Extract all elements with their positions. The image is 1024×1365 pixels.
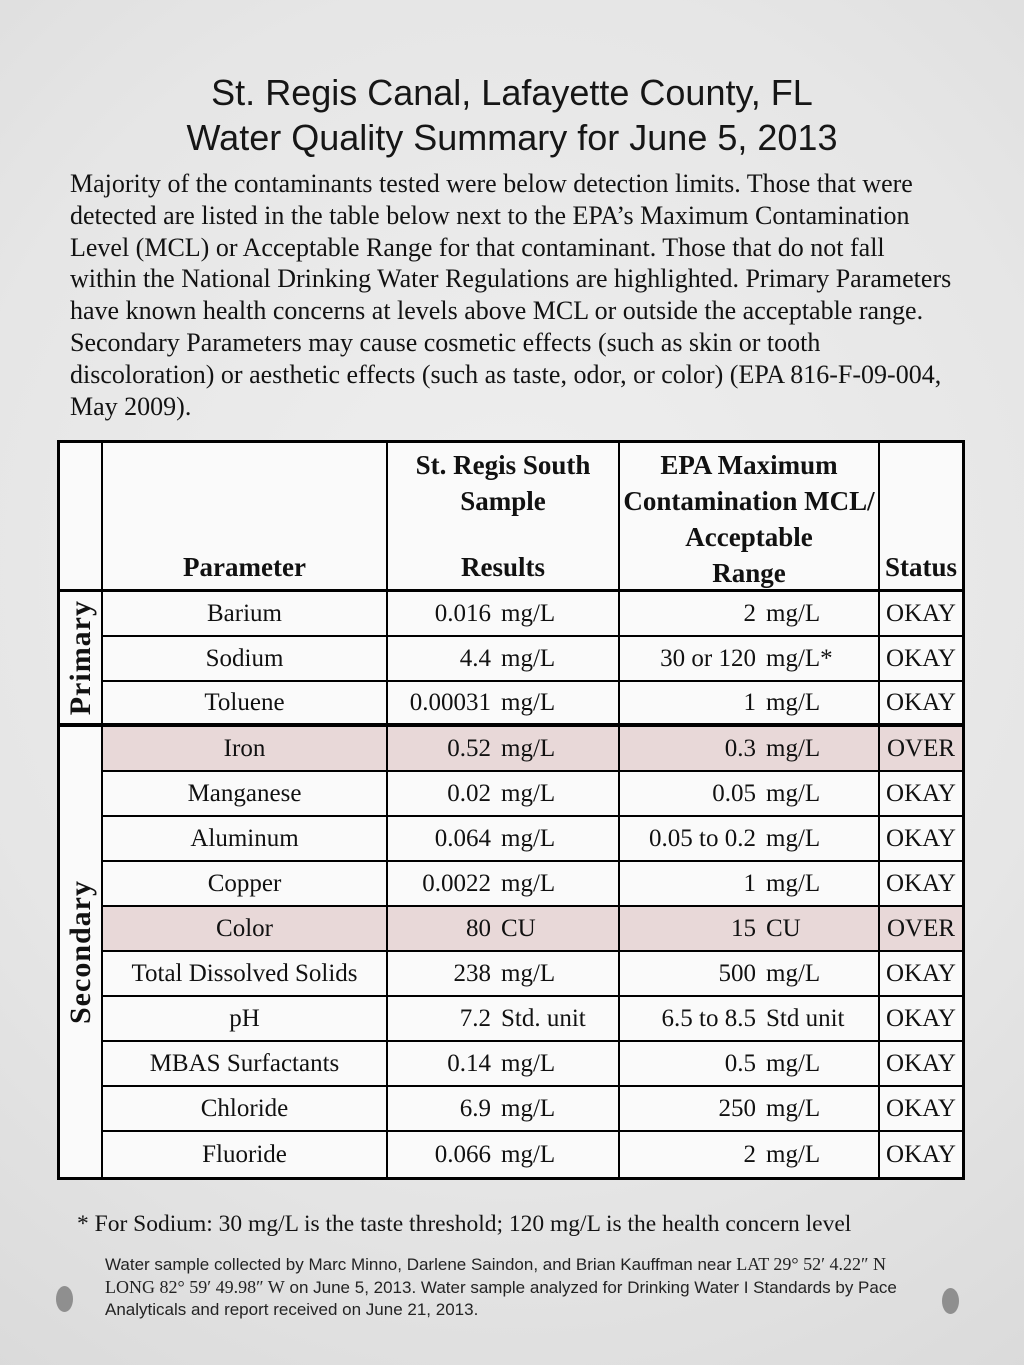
range-unit: Std unit <box>766 1004 845 1032</box>
result-cell <box>388 727 620 772</box>
intro-paragraph: Majority of the contaminants tested were below detection limits. Those that were detected are listed in the table below next to the EPA’s Maximum Contamination Level (MCL) or Acceptable Range for that contaminant. Those that do not fall within the National Drinking Water Regulations are highlighted. Primary Parameters have known health concerns at levels above MCL or outside the acceptable range. Secondary Parameters may cause cosmetic effects (such as skin or tooth discoloration) or aesthetic effects (such as taste, odor, or color) (EPA 816-F-09-004, May 2009). <box>70 169 952 421</box>
range-value: 2 <box>743 599 756 627</box>
result-cell <box>388 817 620 862</box>
result-value: 0.00031 <box>409 688 491 716</box>
parameter-cell: MBAS Surfactants <box>103 1042 388 1087</box>
range-unit: mg/L <box>766 869 821 897</box>
status-cell: OKAY <box>880 637 962 682</box>
range-unit: mg/L <box>766 1094 821 1122</box>
header-cell-status <box>880 443 962 592</box>
result-cell <box>388 682 620 727</box>
range-unit: mg/L <box>766 1049 821 1077</box>
result-unit: mg/L <box>501 869 556 897</box>
range-value: 30 or 120 <box>660 644 756 672</box>
status-cell: OKAY <box>880 772 962 817</box>
result-unit: mg/L <box>501 688 556 716</box>
range-unit: mg/L <box>766 599 821 627</box>
range-value: 0.05 to 0.2 <box>649 824 756 852</box>
header-cell-parameter <box>103 443 388 592</box>
result-cell <box>388 907 620 952</box>
range-unit: mg/L <box>766 688 821 716</box>
epa-header-label: EPA Maximum Contamination MCL/ Acceptable <box>623 450 875 552</box>
results-header-label: Results <box>460 552 545 582</box>
result-value: 0.066 <box>434 1140 491 1168</box>
status-header-label: Status <box>884 552 958 582</box>
footnote-collection-text-2: on June 5, 2013. Water sample analyzed for Drinking Water I Standards by Pace Analyticals and report received on June 21, 2013. <box>105 1278 897 1319</box>
range-cell <box>620 997 880 1042</box>
result-cell <box>388 862 620 907</box>
result-value: 238 <box>453 959 491 987</box>
result-unit: Std. unit <box>501 1004 586 1032</box>
range-cell <box>620 862 880 907</box>
parameter-cell: Iron <box>103 727 388 772</box>
status-cell: OKAY <box>880 1042 962 1087</box>
range-cell <box>620 1087 880 1132</box>
result-value: 0.016 <box>434 599 491 627</box>
range-cell <box>620 637 880 682</box>
parameter-cell: Manganese <box>103 772 388 817</box>
range-value: 0.05 <box>712 779 756 807</box>
range-value: 15 <box>731 914 756 942</box>
range-value: 0.3 <box>724 734 756 762</box>
range-cell <box>620 907 880 952</box>
group-label: Secondary <box>63 880 97 1024</box>
result-value: 0.02 <box>447 779 491 807</box>
status-cell: OKAY <box>880 952 962 997</box>
result-cell <box>388 952 620 997</box>
header-cell-epa-range <box>620 443 880 592</box>
range-cell <box>620 1132 880 1177</box>
range-cell <box>620 592 880 637</box>
range-cell <box>620 772 880 817</box>
result-value: 0.52 <box>447 734 491 762</box>
parameter-cell: Barium <box>103 592 388 637</box>
water-quality-table <box>57 440 965 1180</box>
result-value: 0.0022 <box>422 869 491 897</box>
range-unit: mg/L <box>766 1140 821 1168</box>
result-cell <box>388 772 620 817</box>
status-cell: OKAY <box>880 1087 962 1132</box>
parameter-cell: Copper <box>103 862 388 907</box>
result-unit: mg/L <box>501 644 556 672</box>
result-value: 0.14 <box>447 1049 491 1077</box>
result-cell <box>388 997 620 1042</box>
result-value: 80 <box>466 914 491 942</box>
parameter-cell: Toluene <box>103 682 388 727</box>
range-unit: mg/L <box>766 824 821 852</box>
decorative-oval-right <box>942 1288 959 1314</box>
range-cell <box>620 1042 880 1087</box>
range-header-label: Range <box>712 558 786 588</box>
result-value: 0.064 <box>434 824 491 852</box>
status-cell: OVER <box>880 907 962 952</box>
footnote-collection-coordinates: LAT 29° 52′ 4.22″ N LONG 82° 59′ 49.98″ W <box>105 1254 887 1297</box>
range-unit: mg/L <box>766 959 821 987</box>
parameter-cell: Total Dissolved Solids <box>103 952 388 997</box>
status-cell: OKAY <box>880 592 962 637</box>
result-unit: mg/L <box>501 1140 556 1168</box>
result-unit: mg/L <box>501 1094 556 1122</box>
result-cell <box>388 592 620 637</box>
result-unit: mg/L <box>501 959 556 987</box>
range-cell <box>620 727 880 772</box>
parameter-header-label: Parameter <box>183 552 306 582</box>
range-value: 500 <box>718 959 756 987</box>
result-cell <box>388 1042 620 1087</box>
result-unit: mg/L <box>501 1049 556 1077</box>
group-cell <box>60 592 103 727</box>
result-unit: mg/L <box>501 824 556 852</box>
result-unit: mg/L <box>501 734 556 762</box>
group-label: Primary <box>63 599 97 716</box>
sample-header-label: St. Regis South Sample <box>415 450 591 516</box>
range-value: 2 <box>743 1140 756 1168</box>
slide-title-line-1: St. Regis Canal, Lafayette County, FL <box>211 72 813 113</box>
result-value: 7.2 <box>459 1004 491 1032</box>
footnote-sodium: * For Sodium: 30 mg/L is the taste threshold; 120 mg/L is the health concern level <box>77 1211 852 1237</box>
range-value: 1 <box>743 688 756 716</box>
group-cell <box>60 727 103 1177</box>
range-cell <box>620 952 880 997</box>
result-value: 6.9 <box>459 1094 491 1122</box>
footnote-collection-text-1: Water sample collected by Marc Minno, Darlene Saindon, and Brian Kauffman near <box>105 1255 737 1274</box>
slide-title-line-2: Water Quality Summary for June 5, 2013 <box>186 117 838 158</box>
header-cell-sample-results <box>388 443 620 592</box>
range-value: 0.5 <box>724 1049 756 1077</box>
result-value: 4.4 <box>459 644 491 672</box>
status-cell: OKAY <box>880 997 962 1042</box>
parameter-cell: pH <box>103 997 388 1042</box>
result-unit: CU <box>501 914 536 942</box>
range-unit: mg/L <box>766 734 821 762</box>
parameter-cell: Color <box>103 907 388 952</box>
decorative-oval-left <box>56 1286 73 1312</box>
range-value: 250 <box>718 1094 756 1122</box>
range-unit: mg/L <box>766 779 821 807</box>
result-unit: mg/L <box>501 599 556 627</box>
range-unit: CU <box>766 914 801 942</box>
status-cell: OKAY <box>880 862 962 907</box>
result-cell <box>388 637 620 682</box>
result-unit: mg/L <box>501 779 556 807</box>
status-cell: OKAY <box>886 1140 956 1168</box>
range-cell <box>620 817 880 862</box>
parameter-cell: Fluoride <box>103 1132 388 1177</box>
parameter-cell: Sodium <box>103 637 388 682</box>
range-value: 6.5 to 8.5 <box>661 1004 756 1032</box>
result-cell <box>388 1132 620 1177</box>
status-cell: OVER <box>880 727 962 772</box>
slide-title <box>0 70 1024 160</box>
result-cell <box>388 1087 620 1132</box>
range-cell <box>620 682 880 727</box>
status-cell: OKAY <box>880 682 962 727</box>
range-unit: mg/L* <box>766 644 833 672</box>
range-value: 1 <box>743 869 756 897</box>
parameter-cell: Aluminum <box>103 817 388 862</box>
footnote-collection <box>105 1253 911 1321</box>
header-cell-group-spacer <box>60 443 103 592</box>
parameter-cell: Chloride <box>103 1087 388 1132</box>
status-cell: OKAY <box>880 817 962 862</box>
